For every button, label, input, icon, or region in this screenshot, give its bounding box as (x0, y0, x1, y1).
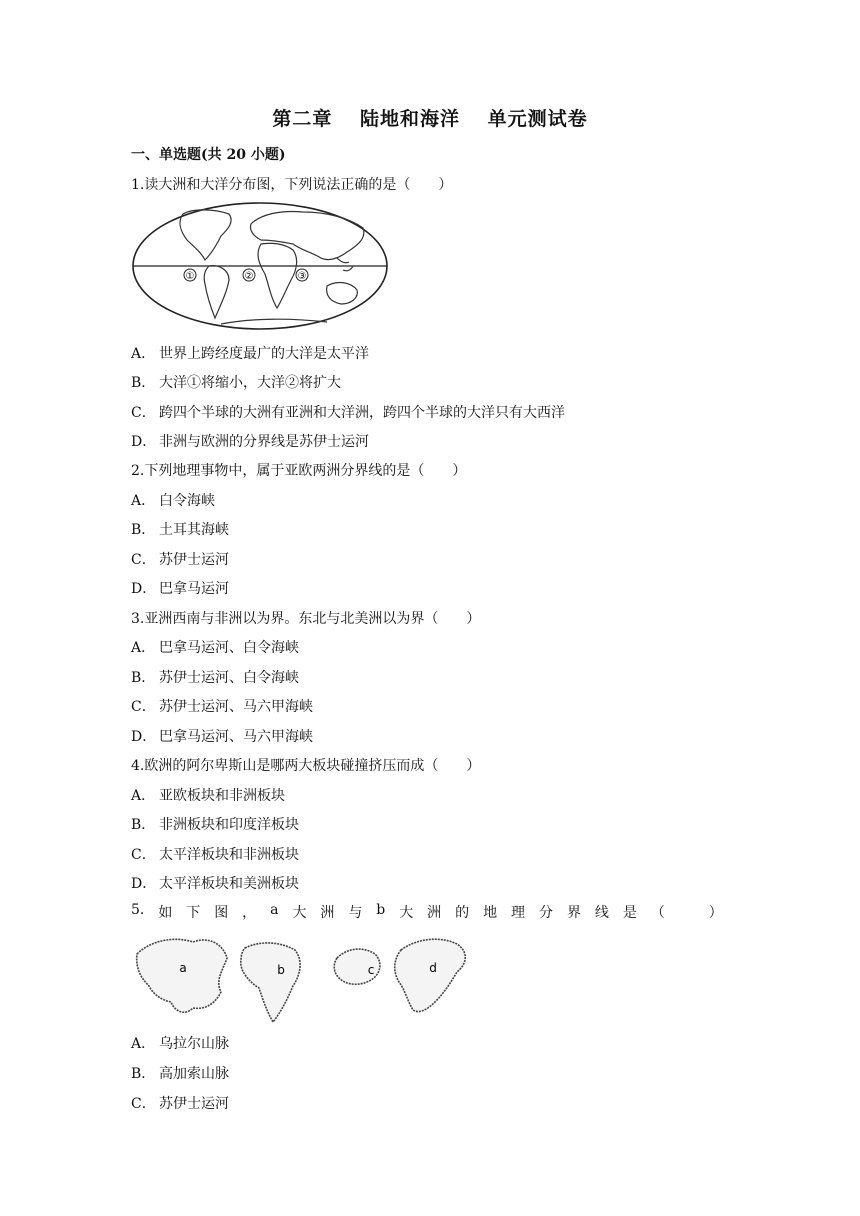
south-america-shape (204, 266, 229, 318)
world-map-figure (131, 200, 391, 332)
q3-option-b: B． 苏伊士运河、白令海峡 (131, 670, 299, 686)
q1-option-a: A． 世界上跨经度最广的大洋是太平洋 (131, 346, 369, 362)
continent-b-shape (241, 943, 300, 1022)
q4-option-b: B． 非洲板块和印度洋板块 (131, 817, 299, 833)
q2-option-d: D． 巴拿马运河 (131, 581, 229, 597)
q5-option-c: C． 苏伊士运河 (131, 1096, 229, 1112)
section-heading: 一、单选题(共 20 小题) (131, 147, 286, 163)
continent-b-label: b (277, 963, 285, 977)
continent-d-shape (395, 939, 466, 1011)
title-chapter: 第二章 (272, 108, 333, 130)
page-title (0, 104, 860, 131)
q4-stem: 4.欧洲的阿尔卑斯山是哪两大板块碰撞挤压而成（ ） (131, 758, 481, 774)
q5-option-b: B． 高加索山脉 (131, 1066, 229, 1082)
q2-option-a: A． 白令海峡 (131, 493, 215, 509)
title-topic: 陆地和海洋 (359, 108, 460, 130)
continent-a-shape (137, 939, 227, 1012)
q5-option-a: A． 乌拉尔山脉 (131, 1036, 229, 1052)
q3-stem: 3.亚洲西南与非洲以为界。东北与北美洲以为界（ ） (131, 611, 481, 627)
ocean-label-1: ① (185, 271, 195, 282)
q3-option-a: A． 巴拿马运河、白令海峡 (131, 640, 299, 656)
q2-option-c: C． 苏伊士运河 (131, 552, 229, 568)
ocean-label-2: ② (244, 271, 254, 282)
north-america-shape (180, 210, 231, 260)
q2-stem: 2.下列地理事物中，属于亚欧两洲分界线的是（ ） (131, 463, 467, 479)
q5-stem: 5. 如 下 图 ， a 大 洲 与 b 大 洲 的 地 理 分 界 线 是 （ ） (131, 902, 723, 921)
continent-d-label: d (429, 961, 437, 975)
q4-option-d: D． 太平洋板块和美洲板块 (131, 876, 299, 892)
q3-option-c: C． 苏伊士运河、马六甲海峡 (131, 699, 313, 715)
eurasia-shape (250, 212, 363, 260)
islands-shape (337, 258, 353, 271)
continent-a-label: a (179, 961, 187, 975)
continents-figure (131, 930, 476, 1026)
q2-option-b: B． 土耳其海峡 (131, 522, 229, 538)
australia-shape (327, 283, 358, 304)
q1-option-d: D． 非洲与欧洲的分界线是苏伊士运河 (131, 434, 369, 450)
q4-option-a: A． 亚欧板块和非洲板块 (131, 788, 285, 804)
q1-option-c: C． 跨四个半球的大洲有亚洲和大洋洲，跨四个半球的大洋只有大西洋 (131, 405, 565, 421)
q4-option-c: C． 太平洋板块和非洲板块 (131, 847, 299, 863)
ocean-label-3: ③ (297, 271, 307, 282)
q1-stem: 1.读大洲和大洋分布图，下列说法正确的是（ ） (131, 177, 453, 193)
q3-option-d: D． 巴拿马运河、马六甲海峡 (131, 729, 313, 745)
title-test: 单元测试卷 (487, 108, 588, 130)
q1-option-b: B． 大洋①将缩小，大洋②将扩大 (131, 375, 341, 391)
continent-c-label: c (367, 963, 375, 977)
africa-shape (258, 243, 297, 308)
